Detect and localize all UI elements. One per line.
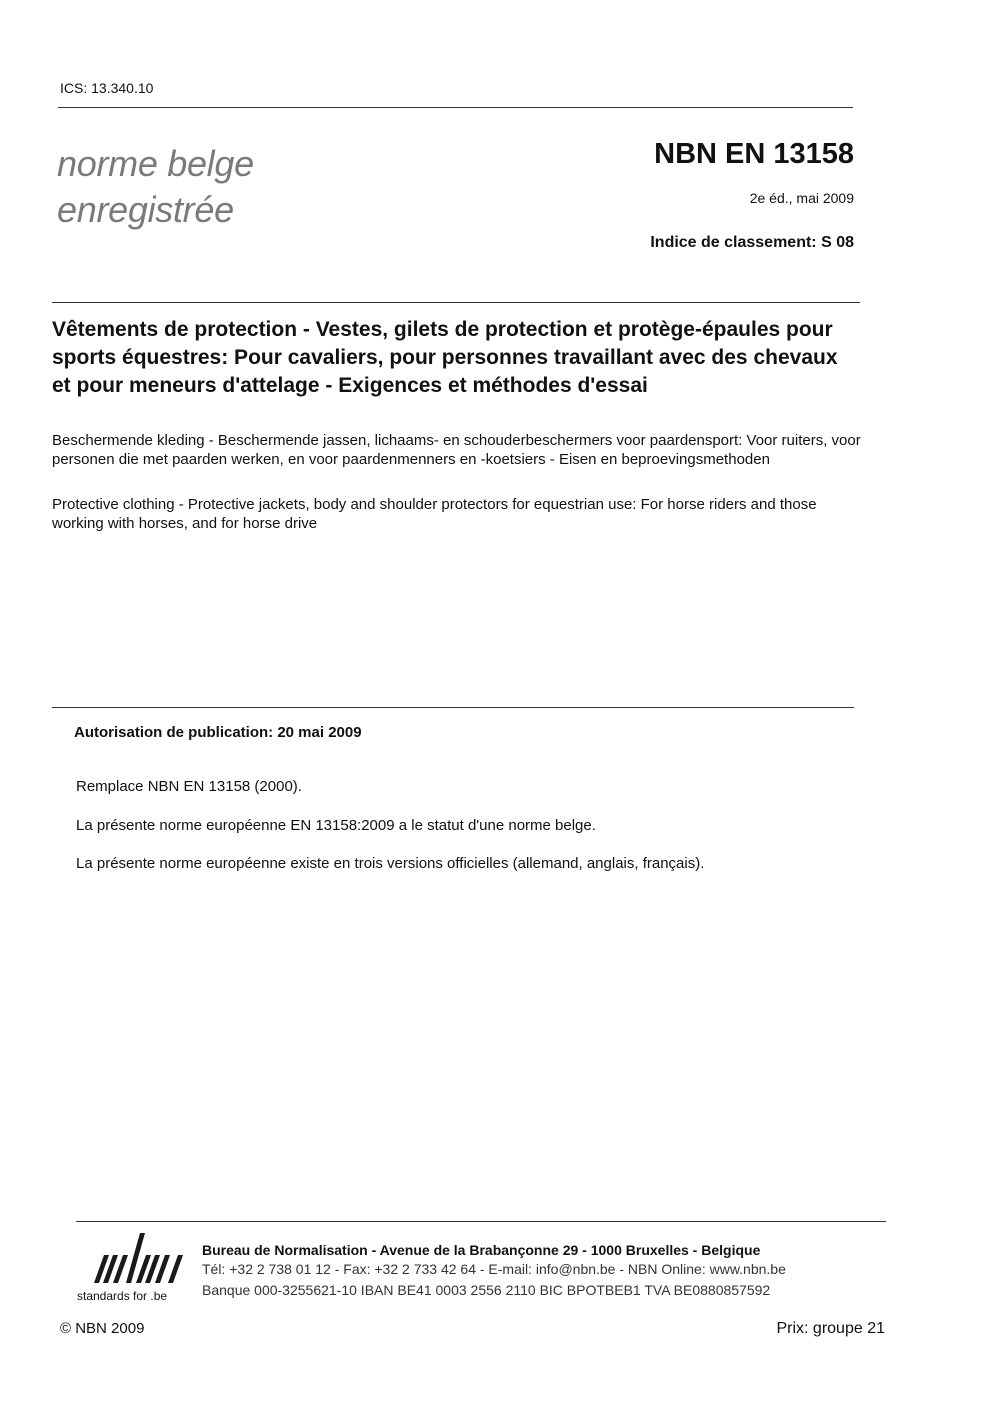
price-group: Prix: groupe 21 xyxy=(776,1320,885,1337)
classification-index: Indice de classement: S 08 xyxy=(650,234,854,251)
norme-line-1: norme belge xyxy=(57,143,254,184)
note-versions: La présente norme européenne existe en trois versions officielles (allemand, anglais, français). xyxy=(76,855,705,872)
ics-code: ICS: 13.340.10 xyxy=(60,80,154,96)
logo-caption: standards for .be xyxy=(77,1289,168,1303)
edition-date: 2e éd., mai 2009 xyxy=(749,190,854,206)
title-french: Vêtements de protection - Vestes, gilets de protection et protège-épaules pour sports équestres: Pour cavaliers, pour personnes travaillant avec des chevaux et pour meneurs d'attelage - Exigences et méthodes d'essai xyxy=(52,318,838,397)
copyright: © NBN 2009 xyxy=(60,1320,145,1337)
footer-address: Bureau de Normalisation - Avenue de la Brabançonne 29 - 1000 Bruxelles - Belgique xyxy=(202,1242,761,1258)
document-number: NBN EN 13158 xyxy=(654,138,854,170)
title-english: Protective clothing - Protective jackets, body and shoulder protectors for equestrian use: For horse riders and those working with horses, and for horse drive xyxy=(52,496,817,532)
publication-divider xyxy=(52,707,854,708)
footer-contact: Tél: +32 2 738 01 12 - Fax: +32 2 733 42 64 - E-mail: info@nbn.be - NBN Online: www.nbn.be xyxy=(202,1261,786,1277)
publication-authorisation: Autorisation de publication: 20 mai 2009 xyxy=(74,724,362,741)
footer-bank: Banque 000-3255621-10 IBAN BE41 0003 2556 2110 BIC BPOTBEB1 TVA BE0880857592 xyxy=(202,1282,771,1298)
note-status: La présente norme européenne EN 13158:2009 a le statut d'une norme belge. xyxy=(76,817,596,834)
title-divider xyxy=(52,302,860,303)
norme-line-2: enregistrée xyxy=(57,189,234,230)
header-divider xyxy=(58,107,853,108)
norme-label xyxy=(57,141,254,233)
note-replaces: Remplace NBN EN 13158 (2000). xyxy=(76,778,302,795)
title-dutch: Beschermende kleding - Beschermende jassen, lichaams- en schouderbeschermers voor paardensport: Voor ruiters, voor personen die met paarden werken, en voor paardenmenners en -koetsiers - Eisen en beproevingsmethoden xyxy=(52,432,861,468)
footer-divider xyxy=(76,1221,886,1222)
